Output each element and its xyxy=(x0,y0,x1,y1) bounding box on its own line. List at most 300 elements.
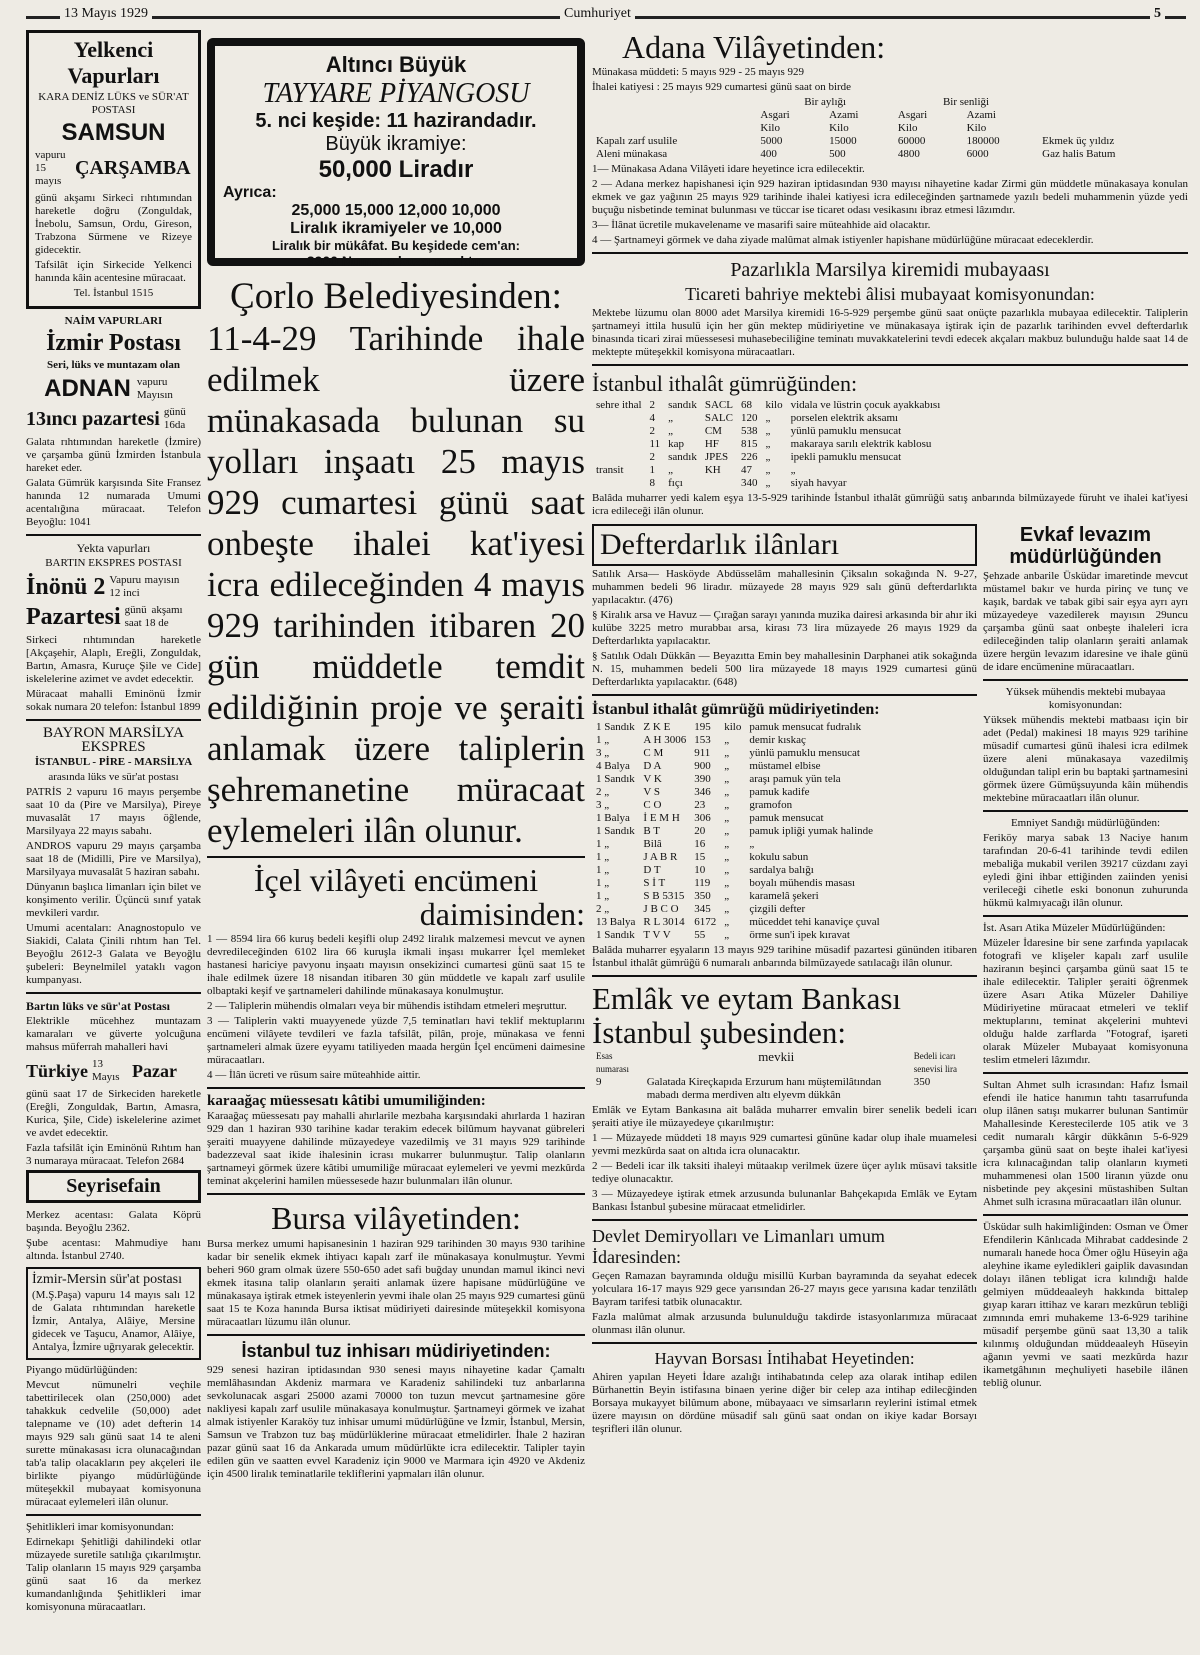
ithalat-footer: Balâda muharrer yedi kalem eşya 13-5-929 tarihinde İstanbul ithalât gümrüğü satış anbarında bilmüzayede füruht ve ihalei kat'iyesi icra edileceği ilân olunur. xyxy=(592,492,1188,517)
mudiriyet-cell: 13 Balya xyxy=(596,916,636,928)
emlak-row-no: 9 xyxy=(596,1076,602,1088)
table-row xyxy=(592,425,944,438)
table-row xyxy=(592,851,884,864)
mudiriyet-cell: R L 3014 xyxy=(643,916,685,928)
ad-yelkenci xyxy=(26,30,201,309)
icel-p1: 1 — 8594 lira 66 kuruş bedeli keşifli olup 2492 liralık malzemesi mevcut ve aynen devredileceğinden 6102 lira 66 kuruşla ikmali inşası mukarrer İçel memleket hastanesi hariciye pavyonu inşaatı mayısın onsekizinci cumartesi günü saat 15 te ihale edilmek üzere 18 nisandan itibaren 30 gün müddetle ve kapalı zarf usulile olbaptaki keşif ve şartnameleri dahilinde münakasaya konulmuştur. xyxy=(207,933,585,997)
emlak-p2: 1 — Müzayede müddeti 18 mayıs 929 cumartesi gününe kadar olup ihale muamelesi yevmi mezkûrda saat on altıda icra olunacaktır. xyxy=(592,1132,977,1157)
mudiriyet-cell: „ xyxy=(724,877,730,889)
naim-day: 13ıncı pazartesi xyxy=(26,407,160,430)
tuz-body: 929 senesi haziran iptidasından 930 senesi mayıs nihayetine kadar Çamaltı memlâhasından Akdeniz marmara ve Karadeniz sahilindeki tuz anbarlarına sevkolunacak asgari 25000 azami 70000 ton tuzun mevcut şartnamesine göre nakliyesi kapalı zarf usulile münakasaya konulmuştur. Şartnameyi görmek ve izahat almak istiyenler Karaköy tuz inhisar umumi müdürlüğüne ve İzmir, İstanbul, Mersin, Samsun ve Trabzon tuz baş müdürlüklerine müracaat etmelidirler. İhale 2 haziran pazar günü saat 16 da Ankarada umum müdürlükte icra edilecektir. Talipler tayin edilen gün ve saatten evvel Karadeniz için 9000 ve Marmara için 4920 ve Akdeniz için 4500 liralık teminatlarile tekliflerini yapmaları ilân olunur. xyxy=(207,1364,585,1480)
evkaf-p4-title: İst. Asarı Atika Müzeler Müdürlüğünden: xyxy=(983,922,1166,934)
mudiriyet-cell: S İ T xyxy=(643,877,666,889)
mudiriyet-cell: 900 xyxy=(694,760,711,772)
mudiriyet-cell: 3 „ xyxy=(596,799,610,811)
yekta-ship: İnönü 2 xyxy=(26,573,106,600)
yelkenci-ship: SAMSUN xyxy=(61,119,166,146)
mudiriyet-cell: örme sun'i ipek kıravat xyxy=(749,929,850,941)
mudiriyet-cell: 1 Sandık xyxy=(596,721,635,733)
ithalat-cell: „ xyxy=(765,477,771,489)
adana-head-max: Azami xyxy=(829,109,859,121)
ithalat-cell: „ xyxy=(765,451,771,463)
yelkenci-tel: Tel. İstanbul 1515 xyxy=(73,287,154,299)
ithalat-cell: sehre ithal xyxy=(596,399,642,411)
mudiriyet-cell: karamelâ şekeri xyxy=(749,890,819,902)
ad-bursa xyxy=(207,1200,585,1329)
bartin-day: Pazar xyxy=(132,1060,177,1081)
mudiriyet-cell: 306 xyxy=(694,812,711,824)
ithalat-cell: 11 xyxy=(649,438,661,450)
mudiriyet-cell: C O xyxy=(643,799,662,811)
adana-cell: 60000 xyxy=(897,135,926,147)
emlak-table xyxy=(592,1050,977,1102)
ithalat-cell: kap xyxy=(668,438,684,450)
yekta-ship-note: Vapuru mayısın 12 inci xyxy=(109,574,180,599)
adana-head-unit: Kilo xyxy=(760,122,780,134)
mudiriyet-cell: müstamel elbise xyxy=(749,760,821,772)
bayron-text2: PATRİS 2 vapuru 16 mayıs perşembe saat 10 da (Pire ve Marsilya), Pireye muvasalât 17 mayıs öğlende, Marsilyaya 22 mayıs sabahı. xyxy=(26,786,201,837)
table-row xyxy=(592,464,944,477)
mudiriyet-cell: gramofon xyxy=(749,799,793,811)
adana-line1: Münakasa müddeti: 5 mayıs 929 - 25 mayıs 929 xyxy=(592,66,805,78)
bursa-title: Bursa vilâyetinden: xyxy=(271,1200,521,1236)
masthead-page-number: 5 xyxy=(1150,6,1165,22)
lower-right-block xyxy=(592,520,1188,1438)
adana-head-max: Azami xyxy=(966,109,996,121)
evkaf-p2-title: Yüksek mühendis mektebi mubayaa komisyonundan: xyxy=(1005,686,1166,711)
table-row xyxy=(592,135,1188,148)
ithalat-cell: „ xyxy=(790,464,796,476)
ithalat-title: İstanbul ithalât gümrüğünden: xyxy=(592,371,858,396)
mudiriyet-cell: 1 „ xyxy=(596,864,610,876)
mudiriyet-cell: 20 xyxy=(694,825,706,837)
mudiriyet-cell: „ xyxy=(724,786,730,798)
divider xyxy=(26,534,201,536)
table-row xyxy=(592,864,884,877)
mudiriyet-cell: J B C O xyxy=(643,903,679,915)
mudiriyet-cell: J A B R xyxy=(643,851,678,863)
lottery-prize: 50,000 Liradır xyxy=(318,156,474,183)
mudiriyet-title: İstanbul ithalât gümrüğü müdiriyetinden: xyxy=(592,701,880,718)
ithalat-cell: 340 xyxy=(740,477,758,489)
mudiriyet-cell: „ xyxy=(724,864,730,876)
column-announcements-right xyxy=(592,30,1188,1650)
bartin-ship-note: 13 Mayıs xyxy=(92,1058,120,1083)
mudiriyet-cell: pamuk mensucat fudralık xyxy=(749,721,862,733)
ithalat-cell: 8 xyxy=(649,477,656,489)
divider xyxy=(207,1087,585,1089)
ad-corlu xyxy=(207,276,585,851)
table-row xyxy=(592,438,944,451)
ad-adana xyxy=(592,30,1188,247)
naim-ship-note: vapuru Mayısın xyxy=(136,376,173,401)
table-row xyxy=(592,877,884,890)
mudiriyet-cell: D T xyxy=(643,864,661,876)
ad-karaagac xyxy=(207,1094,585,1188)
emlak-row-place: Galatada Kireçkapıda Erzurum hanı müştemilâtından mabadı derma merdiven altı elyevm dükkân xyxy=(646,1076,882,1101)
mudiriyet-cell: 23 xyxy=(694,799,706,811)
evkaf-p3-title: Emniyet Sandığı müdürlüğünden: xyxy=(1010,817,1161,829)
mudiriyet-cell: „ xyxy=(724,929,730,941)
lower-right-left xyxy=(592,520,977,1438)
mudiriyet-cell: 1 Balya xyxy=(596,812,630,824)
sehitlik-title: Şehitlikleri imar komisyonundan: xyxy=(26,1521,174,1533)
yelkenci-day: ÇARŞAMBA xyxy=(75,157,191,179)
adana-cell: 4800 xyxy=(897,148,920,160)
emlak-title2: İstanbul şubesinden: xyxy=(592,1015,846,1050)
column-shipping xyxy=(26,30,201,1650)
mudiriyet-cell: A H 3006 xyxy=(643,734,687,746)
icel-p3: 3 — Taliplerin vakti muayyenede yüzde 7,5 teminatları havi teklif mektuplarını encümeni vilâyete tevdileri ve fazla tafsilât, pilân, proje, münakasa ve fenni şartnameleri almak üzere eyyamı tatiliyeden maada hergün İçel encümeni daimesine müracaatları. xyxy=(207,1015,585,1066)
mudiriyet-cell: 4 Balya xyxy=(596,760,630,772)
table-row xyxy=(592,903,884,916)
divider xyxy=(592,975,977,977)
ithalat-cell: „ xyxy=(668,412,673,424)
evkaf-p6: Üsküdar sulh hakimliğinden: Osman ve Ömer Efendilerin Kânlıcada Mihrabat caddesinde 2 numaralı hanede hoca Ömer oğlu Hüseyin ağa aleyhine ikame eyledikleri gaiplik davasından dolayı ilânen tebligat icra kılındığı halde gelmiyen müddeaaleyh hakkında bittalep gıyap kararı ittihaz ve kararı mezkûrun tebliği zımnında emri muhakeme 13-6-929 tarihine müsadif perşembe günü saat 13,30 a talik kılınmış olduğundan müddeaaleyh Hüseyin ağanın yevmi ve saati mezkûrda hazır ikametgâhının meçhuliyeti hasebile ilânen tebliğ olunur. xyxy=(983,1221,1188,1389)
divider xyxy=(983,810,1188,812)
evkaf-p4: Müzeler İdaresine bir sene zarfında yapılacak fotografi ve klişeler kapalı zarf usulile haziranın beşinci çarşamba günü saat 15 te ihale edilecektir. Talipler şeraiti öğrenmek üzere Asarı Atika Müzeler Dahiliye Müdiriyetine müracaat etmeleri ve teklif mektuplarını, teminat akçelerini muhtevi olduğu halde zarflarda "Fotograf, işareti olarak Müzeler Mubayaat komisyonuna teslim etmeleri lâzımdır. xyxy=(983,937,1188,1066)
mudiriyet-cell: pamuk kadife xyxy=(749,786,810,798)
yelkenci-sub: KARA DENİZ LÜKS ve SÜR'AT POSTASI xyxy=(38,91,189,116)
mudiriyet-cell: „ xyxy=(724,734,730,746)
mudiriyet-cell: 390 xyxy=(694,773,711,785)
yekta-text: Sirkeci rıhtımından hareketle [Akçaşehir, Alaplı, Ereğli, Zonguldak, Bartın, Amasra, Kuruçe Şile ve Cide] iskelelerine azimet ve avdet edecektir. xyxy=(26,634,201,685)
divider xyxy=(983,679,1188,681)
ithalat-cell: KH xyxy=(704,464,721,476)
ithalat-cell xyxy=(592,425,646,438)
ithalat-cell xyxy=(592,451,646,464)
adana-p3: 3— İlânat ücretile mukavelename ve masarifi saire müteahhide aid olacaktır. xyxy=(592,219,931,231)
bartin-title: Bartın lüks ve sür'at Postası xyxy=(26,999,171,1013)
ithalat-cell: SALC xyxy=(704,412,733,424)
emlak-head-place: mevkii xyxy=(758,1049,795,1064)
mudiriyet-cell: İ E M H xyxy=(643,812,680,824)
mudiriyet-cell: sardalya balığı xyxy=(749,864,814,876)
defterdarlik-p1: Satılık Arsa— Hasköyde Abdüsselâm mahallesinin Çiksalın sokağında N. 9-27, muhammen bedeli 96 liradır. müzayede 28 mayıs 929 salı günü defterdarlıkta yapılacaktır. (476) xyxy=(592,568,977,606)
adana-p2: 2 — Adana merkez hapishanesi için 929 haziran iptidasından 930 mayısı nihayetine kadar Zirmi gün müddetle münakasaya konulan ekmek ve gaz yağının 25 mayıs 929 tarihinde ihalei katiyesi icra edileceğinden şartnamede yazılı bedeli muhammenin yüzde yedi buçuğu nisbetinde teminat bulunması ve tüccar ise ticaret odası vesikasını ibraz etmesi lâzımdır. xyxy=(592,178,1188,216)
bayron-text3: ANDROS vapuru 29 mayıs çarşamba saat 18 de (Midilli, Pire ve Marsilya), Marsilyaya muvasalât 5 haziran sabahı. xyxy=(26,840,201,878)
table-row xyxy=(592,773,884,786)
table-row xyxy=(592,451,944,464)
mudiriyet-cell: 1 „ xyxy=(596,734,610,746)
ad-bartin xyxy=(26,999,201,1168)
corlu-title: Çorlo Belediyesinden: xyxy=(230,276,562,317)
mudiriyet-cell: D A xyxy=(643,760,662,772)
lower-right-evkaf xyxy=(983,520,1188,1438)
mudiriyet-cell: T V V xyxy=(643,929,671,941)
mudiriyet-cell: 1 Sandık xyxy=(596,825,635,837)
ithalat-cell: 815 xyxy=(740,438,758,450)
ithalat-cell: 1 xyxy=(649,464,656,476)
mudiriyet-cell: 1 Sandık xyxy=(596,773,635,785)
ithalat-cell: CM xyxy=(704,425,722,437)
hayvan-title: Hayvan Borsası İntihabat Heyetinden: xyxy=(654,1349,915,1368)
mudiriyet-cell: 1 „ xyxy=(596,838,610,850)
ithalat-cell: 4 xyxy=(649,412,656,424)
ad-seyrisefain xyxy=(26,1170,201,1203)
bartin-text1: Elektrikle mücehhez muntazam kamaraları ve güverte yolcuğuna mahsus müferrah mahalleri havi xyxy=(26,1015,201,1053)
divider xyxy=(26,1514,201,1516)
emlak-head-rent: Bedeli icarı senevisi lira xyxy=(913,1051,958,1074)
mudiriyet-cell: pamuk mensucat xyxy=(749,812,824,824)
ithalat-cell: 47 xyxy=(740,464,752,476)
ithalat-cell: 2 xyxy=(649,399,656,411)
ad-icel xyxy=(207,863,585,1082)
naim-post: İzmir Postası xyxy=(46,330,181,356)
ithalat-cell: 68 xyxy=(740,399,752,411)
mudiriyet-cell: müceddet tehi kanaviçe çuval xyxy=(749,916,880,928)
ithalat-cell: „ xyxy=(765,464,771,476)
corlu-body: 11-4-29 Tarihinde ihale edilmek üzere münakasada bulunan su yolları inşaatı 25 mayıs 929 cumartesi günü saat onbeşte ihalei kat'iyesi icra edileceğinden 4 mayıs 929 tarihinden itibaren 20 gün müddetle temdit edildiğinin proje ve şeraiti anlamak üzere taliplerin şehremanetine müracaat eylemeleri ilân olunur. xyxy=(207,319,585,850)
mudiriyet-cell: 1 „ xyxy=(596,890,610,902)
mudiriyet-cell: demir kıskaç xyxy=(749,734,806,746)
column-announcements-center xyxy=(207,30,585,1650)
mudiriyet-cell: „ xyxy=(724,773,730,785)
ithalat-cell: sandık xyxy=(668,451,697,463)
table-row xyxy=(592,812,884,825)
masthead xyxy=(0,0,1200,30)
adana-cell: 500 xyxy=(829,148,846,160)
yekta-text2: Müracaat mahalli Eminönü İzmir sokak numara 20 telefon: İstanbul 1899 xyxy=(26,688,201,713)
evkaf-p2: Yüksek mühendis mektebi matbaası için bir adet (Pedal) makinesi 18 mayıs 929 tarihine müsadif cumartesi günü ihalesi icra edilmek üzere aleni münakasaya vazedilmiş olduğundan talipl erin bu baptaki şartnamesini görmek üzere Gümüşsuyunda kâin mühendis mektebine müracaatları ilân olunur. xyxy=(983,714,1188,804)
yelkenci-date: vapuru 15 mayıs xyxy=(35,149,66,187)
mudiriyet-cell: B T xyxy=(643,825,661,837)
divider xyxy=(592,694,977,696)
ithalat-cell: yünlü pamuklu mensucat xyxy=(790,425,902,437)
ad-tayyare-piyangosu xyxy=(207,38,585,269)
mudiriyet-cell: 16 xyxy=(694,838,706,850)
naim-sub: Seri, lüks ve muntazam olan xyxy=(47,359,180,371)
ithalat-cell: 226 xyxy=(740,451,758,463)
table-row xyxy=(592,916,884,929)
mudiriyet-cell: 1 Sandık xyxy=(596,929,635,941)
lottery-amounts: 25,000 15,000 12,000 10,000 xyxy=(291,202,501,219)
mudiriyet-cell: „ xyxy=(724,760,730,772)
lottery-reward: Liralık bir mükâfat. Bu keşidede cem'an: xyxy=(271,238,520,253)
naim-ship: ADNAN xyxy=(44,375,131,402)
divider xyxy=(207,856,585,858)
defterdarlik-title: Defterdarlık ilânları xyxy=(600,528,840,561)
mudiriyet-cell: 345 xyxy=(694,903,711,915)
emlak-head-no: Esas numarası xyxy=(596,1051,629,1074)
mudiriyet-cell: „ xyxy=(724,903,730,915)
emlak-p1: Emlâk ve Eytam Bankasına ait balâda muharrer emvalin birer senelik bedeli icarı şeraiti atiye ile müzayedeye çıkarılmıştır: xyxy=(592,1104,977,1129)
ithalat-cell: porselen elektrik aksamı xyxy=(790,412,899,424)
mudiriyet-cell: kokulu sabun xyxy=(749,851,809,863)
mudiriyet-cell: boyalı mühendis masası xyxy=(749,877,856,889)
icel-title2: daimisinden: xyxy=(419,896,585,932)
divider xyxy=(592,1219,977,1221)
naim-text2: Galata Gümrük karşısında Site Fransez hanında 12 numarada Umumi acentalığına müracaat. Telefon Beyoğlu: 1041 xyxy=(26,477,201,528)
lottery-title2: TAYYARE PİYANGOSU xyxy=(262,78,530,109)
ithalat-cell: 2 xyxy=(649,451,656,463)
seyrisefain-title: Seyrisefain xyxy=(66,1175,161,1197)
adana-head-min: Asgari xyxy=(897,109,928,121)
hayvan-body: Ahiren yapılan Heyeti İdare azalığı intihabatında celep aza olarak intihap edilen Bürhanettin Beyin istifasına binaen yerine diğer bir celep aza intihap edilecğinden Borsaya mukayyet bilûmum abone, mübayaacı ve simsarların reylerini istimal etmek üzere mayısın on dördüne müsadif salı günü saat ondan on ikiye kadar Borsayı teşrifleri ilân olunur. xyxy=(592,1371,977,1435)
ithalat-cell: „ xyxy=(765,412,771,424)
mudiriyet-cell: 350 xyxy=(694,890,711,902)
mudiriyet-cell: kilo xyxy=(724,721,742,733)
icel-title1: İçel vilâyeti encümeni xyxy=(253,862,539,898)
bayron-title: BAYRON MARSİLYA EKSPRES xyxy=(43,725,184,755)
karaagac-title: karaağaç müessesatı kâtibi umumiliğinden: xyxy=(207,1093,486,1109)
adana-cell: Gaz halis Batum xyxy=(1042,148,1116,160)
adana-cell: 5000 xyxy=(760,135,783,147)
divider xyxy=(26,992,201,994)
table-row xyxy=(592,477,944,490)
demiryollari-body2: Fazla malûmat almak arzusunda bulunulduğu takdirde istasyonlarımıza müracaat olunması ilân olunur. xyxy=(592,1311,977,1336)
table-row xyxy=(592,786,884,799)
ithalat-cell: „ xyxy=(765,438,771,450)
evkaf-p3: Feriköy marya sabak 13 Naciye hanım tarafından 20-6-41 tarihinde tevdi edilen mebaliğa mukabil verilen 39217 cüzdanı zayi eyledi ğini ihbar ettiğinden zaiinden yenisi verileceği cihetle eski bononun zuhurunda hükmü kalmıyacağı ilân olunur. xyxy=(983,832,1188,909)
lottery-also: Ayrıca: xyxy=(223,184,277,201)
adana-cell: Ekmek üç yıldız xyxy=(1042,135,1115,147)
ithalat-cell: ipekli pamuklu mensucat xyxy=(790,451,902,463)
lottery-prize-label: Büyük ikramiye: xyxy=(325,133,467,155)
ithalat-cell: 2 xyxy=(649,425,656,437)
ad-marsilya xyxy=(592,259,1188,359)
defterdarlik-p3: § Satılık Odalı Dükkân — Beyazıtta Emin bey mahallesinin Darphanei atik sokağında N. 15, muhammen bedeli 500 lira müzayede 18 mayıs 1929 cumartesi günü Defterdarlıkta yapılacaktır. (648) xyxy=(592,650,977,688)
adana-head-unit: Kilo xyxy=(966,122,987,134)
bayron-text4: Dünyanın başlıca limanları için bilet ve konşimento verilir. Üçüncü sınıf yatak mevkileri vardır. xyxy=(26,881,201,919)
bursa-body: Bursa merkez umumi hapisanesinin 1 haziran 929 tarihinden 30 mayıs 930 tarihine kadar bir senelik ekmek ihtiyacı kapalı zarf ile münakasaya konulmuştur. Yevmi beheri 960 gram olmak üzere 550-650 adet safi buğday unundan mamul ikinci nevi ekmek itasına talip olanların şeraiti anlamak üzere hapisane müdürlüğüne ve münakasaya iştirak etmek isteyenlerin yevmi ihale olan 25 mayıs 929 cumartesi günü saat 15 te Koza hanında Bursa iktisat müdiriyeti dairesinde müteşekkil komisyona müracaatları lüzumu ilân olunur. xyxy=(207,1238,585,1328)
lottery-draw: 5. nci keşide: 11 hazirandadır. xyxy=(255,110,537,132)
ithalat-cell: sandık xyxy=(668,399,697,411)
mudiriyet-cell: „ xyxy=(724,747,730,759)
demiryollari-title: Devlet Demiryolları ve Limanları umum İdaresinden: xyxy=(592,1226,885,1267)
ithalat-cell: „ xyxy=(765,425,771,437)
ithalat-cell: siyah havyar xyxy=(790,477,847,489)
tuz-title: İstanbul tuz inhisarı müdiriyetinden: xyxy=(241,1341,551,1361)
lottery-title1: Altıncı Büyük xyxy=(325,52,467,77)
table-row xyxy=(592,825,884,838)
divider xyxy=(983,1072,1188,1074)
ad-naim xyxy=(26,315,201,529)
marsilya-title: Pazarlıkla Marsilya kiremidi mubayaası xyxy=(730,259,1050,281)
mudiriyet-cell: çizgili defter xyxy=(749,903,806,915)
mudiriyet-table xyxy=(592,721,884,942)
naim-day-note: günü 16da xyxy=(163,406,186,431)
evkaf-title: Evkaf levazım müdürlüğünden xyxy=(1009,524,1162,568)
mudiriyet-cell: Z K E xyxy=(643,721,671,733)
ithalat-cell xyxy=(592,477,646,490)
mudiriyet-cell: „ xyxy=(724,916,730,928)
adana-head-year: Bir senliği xyxy=(942,96,990,108)
sehitlik-text: Edirnekapı Şehitliği dahilindeki otlar müzayede suretile satılığa çıkarılmıştır. Talip olanların 15 mayıs 929 çarşamba günü saat 16 da merkez kumandanlığında Şehitlikleri imar komisyonuna müracaatları. xyxy=(26,1536,201,1613)
ithalat-table xyxy=(592,399,944,490)
mudiriyet-cell: 2 „ xyxy=(596,903,610,915)
mudiriyet-cell: V S xyxy=(643,786,661,798)
table-row xyxy=(592,747,884,760)
divider xyxy=(592,252,1188,254)
adana-cell: 6000 xyxy=(966,148,989,160)
mudiriyet-cell: 911 xyxy=(694,747,711,759)
evkaf-p1: Şehzade anbarile Üsküdar imaretinde mevcut müstamel bakır ve hurda pirinç ve tunç ve kaşık, bardak ve tabak gibi sair eşya ayrı ayrı müzayedeye vazedilerek mayısın 29uncu çarşamba günü saat onbeşte ihaleleri icra edileceğinden talip olanların şeraiti anlamak üzere hergün levazım idaresine ve ihale günü de idare encümenine müracaatları. xyxy=(983,570,1188,673)
yekta-sub: BARTIN EKSPRES POSTASI xyxy=(45,557,182,569)
ithalat-cell: transit xyxy=(596,464,624,476)
karaagac-body: Karaağaç müessesatı pay mahalli ahırlarile mezbaha karşısındaki ahırlarda 1 haziran 929 dan 1 haziran 930 tarihine kadar terakim edecek bilûmum hayvanat gübreleri şeraiti muayyene dahilinde müzayedeye vazedilmiş ve 31 mayıs 929 tarihinde badezzeval saat ikide ihalesinin icrası mukarrer bulunmuştur. Talip olanların şartnameyi görmek üzere kâtibi umumiliğe müracaat eylemeleri ve yevmi mezkûrda teminat akçelerini hamilen müessesede hazır bulunmaları ilân olunur. xyxy=(207,1110,585,1187)
table-row xyxy=(592,760,884,773)
divider xyxy=(983,1214,1188,1216)
mudiriyet-cell: 55 xyxy=(694,929,706,941)
mudiriyet-cell: „ xyxy=(724,812,730,824)
table-row xyxy=(592,412,944,425)
yelkenci-text: günü akşamı Sirkeci rıhtımından hareketle doğru (Zonguldak, İnebolu, Samsun, Ordu, Gireson, Trabzona Sürmene ve Rizeye gidecektir. xyxy=(35,192,192,256)
bayron-text1: arasında lüks ve sür'at postası xyxy=(48,771,179,783)
ad-tuz xyxy=(207,1341,585,1481)
bartin-ship: Türkiye xyxy=(26,1060,89,1081)
emlak-title1: Emlâk ve eytam Bankası xyxy=(592,981,902,1016)
yelkenci-title: Yelkenci Vapurları xyxy=(67,37,160,88)
bartin-text3: Fazla tafsilât için Eminönü Rıhtım han 3 numaraya müracaat. Telefon 2684 xyxy=(26,1142,201,1167)
seyrisefain-text2: Şube acentası: Mahmudiye hanı altında. İstanbul 2740. xyxy=(26,1237,201,1262)
mudiriyet-cell: 3 „ xyxy=(596,747,610,759)
mudiriyet-footer: Balâda muharrer eşyaların 13 mayıs 929 tarihine müsadif pazartesi gününden itibaren İstanbul ithalât gümrüğü 6 numaralı anbarında bilmüzayede satılacağı ilân olunur. xyxy=(592,944,977,969)
izmir-mersin-text: (M.Ş.Paşa) vapuru 14 mayıs salı 12 de Galata rıhtımından hareketle İzmir, Antalya, Alâiye, Mersine gidecek ve Taşucu, Anamor, Alâiye, Antalya, İzmire uğrıyarak gelecektir. xyxy=(32,1289,195,1353)
yekta-day: Pazartesi xyxy=(26,603,121,630)
adana-cell: 15000 xyxy=(829,135,857,147)
divider xyxy=(983,915,1188,917)
table-row xyxy=(592,399,944,412)
ad-ithalat xyxy=(592,371,1188,518)
ithalat-cell: vidala ve lüstrin çocuk ayakkabısı xyxy=(790,399,941,411)
bartin-text2: günü saat 17 de Sirkeciden hareketle (Ereğli, Zonguldak, Bartın, Amasra, Kurica, Şile, Cide) iskelelerine azimet ve avdet edecektir. xyxy=(26,1088,201,1139)
adana-cell: Kapalı zarf usulile xyxy=(596,135,678,147)
ad-bayron xyxy=(26,726,201,987)
marsilya-sub: Ticareti bahriye mektebi âlisi mubayaat komisyonundan: xyxy=(685,284,1095,304)
piyango-text: Mevcut nümunelri veçhile tabettirilecek olan (250,000) adet tahakkuk cedvelile (50,000) adet talepname ve (10) adet defterin 14 mayıs 929 salı günü saat 14 te aleni surette münakasası icra olunacağından tab'a talip olacakların pey akçeleri ile birlikte piyango müdürlüğünde müteşekkil mubayaat komisyonuna müracaat eylemeleri ilân olunur. xyxy=(26,1379,201,1508)
ithalat-cell: 120 xyxy=(740,412,758,424)
piyango-title: Piyango müdürlüğünden: xyxy=(26,1364,138,1376)
adana-table xyxy=(592,96,1188,161)
mudiriyet-cell: 1 „ xyxy=(596,877,610,889)
ithalat-cell xyxy=(592,438,646,451)
naim-text: Galata rıhtımından hareketle (İzmire) ve çarşamba günü İzmirden İstanbula hareket eder. xyxy=(26,436,201,474)
mudiriyet-cell: „ xyxy=(749,838,755,850)
mudiriyet-cell: „ xyxy=(724,838,730,850)
divider xyxy=(592,364,1188,366)
divider xyxy=(592,1342,977,1344)
defterdarlik-box xyxy=(592,524,977,566)
divider xyxy=(207,1334,585,1336)
masthead-date: 13 Mayıs 1929 xyxy=(60,6,152,22)
adana-p4: 4 — Şartnameyi görmek ve daha ziyade malûmat almak istiyenler hapishane müdürlüğüne müracaat edeceklerdir. xyxy=(592,234,1094,246)
mudiriyet-cell: 195 xyxy=(694,721,711,733)
mudiriyet-cell: S B 5315 xyxy=(643,890,685,902)
mudiriyet-cell: C M xyxy=(643,747,664,759)
ithalat-cell: „ xyxy=(668,464,673,476)
table-row xyxy=(592,890,884,903)
adana-head-unit: Kilo xyxy=(829,122,849,134)
mudiriyet-cell: 6172 xyxy=(694,916,717,928)
table-row xyxy=(592,721,884,734)
bayron-text5: Umumi acentaları: Anagnostopulo ve Siakidi, Calata Çinili rıhtım han Tel. Beyoğlu 2612-3 Galata ve Beyoğlu şubeleri: Beynelmilel yataklı vagon kumpanyası. xyxy=(26,922,201,986)
ithalat-cell: JPES xyxy=(704,451,729,463)
table-row xyxy=(592,929,884,942)
ithalat-cell xyxy=(701,477,737,490)
mudiriyet-cell: „ xyxy=(724,799,730,811)
ithalat-cell: makaraya sarılı elektrik kablosu xyxy=(790,438,932,450)
adana-head-month: Bir aylığı xyxy=(804,96,847,108)
demiryollari-body: Geçen Ramazan bayramında olduğu misillü Kurban bayramında da seyahat edecek yolculara 16-17 mayıs 929 gece yarısından 26-27 mayıs gece yarısına kadar tenzilâtlı Bayram tarifesi tatbik olunacaktır. xyxy=(592,1270,977,1308)
table-row xyxy=(592,148,1188,161)
mudiriyet-cell: pamuk ipliği yumak halinde xyxy=(749,825,874,837)
divider xyxy=(26,719,201,721)
adana-cell: 180000 xyxy=(966,135,1000,147)
adana-p1: 1— Münakasa Adana Vilâyeti idare heyetince icra edilecektir. xyxy=(592,163,865,175)
yekta-day-note: günü akşamı saat 18 de xyxy=(124,604,183,629)
adana-head-min: Asgari xyxy=(760,109,790,121)
